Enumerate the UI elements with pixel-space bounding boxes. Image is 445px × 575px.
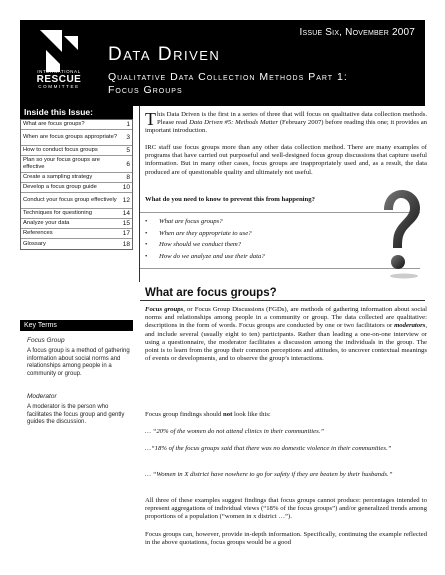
toc-row[interactable] <box>21 120 132 130</box>
toc-row[interactable] <box>21 229 132 239</box>
section-paragraph-4: Focus groups can, however, provide in-depth information. Specifically, continuing the example reflected in the above quotations, focus groups would be a good <box>145 531 427 547</box>
intro-p1-text-b: (February 2007) before reading this one; it provides an important introduction. <box>145 119 428 135</box>
toc-item-label: Plan so your focus groups are effective <box>23 157 101 170</box>
key-term-moderator-definition: A moderator is the person who facilitates the focus group and gently guides the discussion. <box>27 404 125 425</box>
bullet-item: • When are they appropriate to use? <box>145 228 265 240</box>
toc-item-page: 10 <box>122 184 130 191</box>
inside-issue-heading: Inside this Issue: <box>20 106 133 119</box>
logo-wordmark <box>24 70 94 90</box>
example-quote-3: … “Women in X district have nowhere to go for safety if they are beaten by their husbands.” <box>145 471 393 478</box>
section-heading: What are focus groups? <box>145 287 277 299</box>
masthead <box>20 20 425 106</box>
intro-p1-text-a: his Data Driven is the first in a series of three that will focus on qualitative data collection methods. Please read <box>157 111 427 127</box>
section-p2-text-a: Focus group findings should <box>145 411 224 418</box>
term-moderators: moderators <box>394 322 426 330</box>
toc-row[interactable] <box>21 173 132 183</box>
logo-line-rescue: RESCUE <box>36 73 82 85</box>
toc-row[interactable] <box>21 239 132 249</box>
toc-item-label: How to conduct focus groups <box>23 147 98 153</box>
toc-row[interactable] <box>21 209 132 219</box>
example-quote-2: …“18% of the focus groups said that there was no domestic violence in their communities.” <box>145 445 392 452</box>
toc-item-page: 18 <box>122 240 130 248</box>
section-paragraph-1 <box>145 306 427 363</box>
section-paragraph-3: All three of these examples suggest findings that focus groups cannot produce: percentages intended to represent aggregations of individual views (“18% of the focus groups”) and/or generalized trends among proportions of a population (“women in x district …”). <box>145 497 427 521</box>
logo-line-international: INTERNATIONAL <box>37 69 81 74</box>
key-term-moderator: Moderator <box>27 393 57 400</box>
toc-item-label: Conduct your focus group effectively <box>23 197 117 203</box>
intro-p1-reference: Data Driven #5: Methods Matter <box>189 119 279 127</box>
toc-row[interactable] <box>21 130 132 146</box>
bullet-item: • How do we analyze and use their data? <box>145 251 265 263</box>
intro-paragraph-2: IRC staff use focus groups more than any other data collection method. There are many examples of programs that have carried out purposeful and well-designed focus group discussions that capture useful information. But in many other cases, focus groups are inappropriately used and, as a result, the data produced are of questionable quality and ultimately not useful. <box>145 144 427 176</box>
toc-item-page: 8 <box>126 174 130 181</box>
section-paragraph-2 <box>145 411 427 419</box>
key-term-focus-group-definition: A focus group is a method of gathering information about social norms and relationships among people in a community or group. <box>27 348 130 377</box>
toc-item-label: Create a sampling strategy <box>23 174 93 180</box>
toc-item-page: 1 <box>126 121 130 128</box>
section-divider <box>140 300 425 301</box>
logo-line-committee: COMMITTEE <box>38 84 80 89</box>
section-p1-text-b: , and include several (usually eight to ten) participants. Rather than leading a one-on-one interview or using a questionnaire, the moderator facilitates a discussion among the individuals in the group. The point is to learn from the group their common perceptions and attitudes, to uncover contextual meanings of events or developments, and to observe the group’s interactions. <box>145 322 427 363</box>
toc-row[interactable] <box>21 156 132 173</box>
toc-item-label: Analyze your data <box>23 220 70 226</box>
toc-item-label: References <box>23 230 53 236</box>
toc-item-page: 15 <box>122 220 130 227</box>
toc-row[interactable] <box>21 183 132 193</box>
table-of-contents <box>20 119 133 250</box>
toc-item-label: Develop a focus group guide <box>23 184 97 190</box>
section-p2-text-b: look like this: <box>232 411 271 418</box>
emphasis-not: not <box>223 411 233 418</box>
newsletter-title: Data Driven <box>108 44 221 65</box>
intro-question: What do you need to know to prevent this from happening? <box>145 196 315 203</box>
toc-item-page: 12 <box>122 197 130 204</box>
toc-item-page: 5 <box>126 147 130 154</box>
toc-row[interactable] <box>21 219 132 229</box>
newsletter-subtitle <box>108 71 418 97</box>
key-terms-heading: Key Terms <box>20 320 133 331</box>
toc-item-page: 17 <box>122 230 130 237</box>
key-term-focus-group: Focus Group <box>27 337 65 344</box>
toc-item-label: What are focus groups? <box>23 121 85 127</box>
subtitle-line-1: Qualitative Data Collection Methods Part 1: <box>108 71 348 83</box>
section-p1-text-a: , or Focus Group Discussions (FGDs), are methods of gathering information about social norms and relationships among people in a community or group. The data collected are qualitative: descriptions in the form of words. Focus groups are conducted by one or two facilitators or <box>145 306 427 330</box>
toc-item-page: 14 <box>122 210 130 217</box>
toc-item-label: Techniques for questioning <box>23 210 92 216</box>
question-mark-icon <box>378 188 422 280</box>
drop-cap: T <box>145 109 156 129</box>
intro-paragraph-1 <box>145 111 427 136</box>
toc-item-page: 6 <box>126 160 130 168</box>
toc-row[interactable] <box>21 193 132 209</box>
bullet-item: • How should we conduct them? <box>145 239 265 251</box>
bullet-item: • What are focus groups? <box>145 216 265 228</box>
example-quote-1: … “20% of the women do not attend clinics in their communities.” <box>145 428 325 435</box>
toc-item-label: When are focus groups appropriate? <box>23 134 118 140</box>
intro-bullet-list <box>145 216 265 262</box>
issue-date: Issue Six, November 2007 <box>299 27 415 38</box>
subtitle-line-2: Focus Groups <box>108 84 183 96</box>
toc-item-label: Glossary <box>23 240 46 247</box>
toc-row[interactable] <box>21 146 132 156</box>
term-focus-groups: Focus groups <box>145 306 184 313</box>
toc-item-page: 3 <box>126 134 130 141</box>
irc-logo-icon <box>26 30 92 72</box>
